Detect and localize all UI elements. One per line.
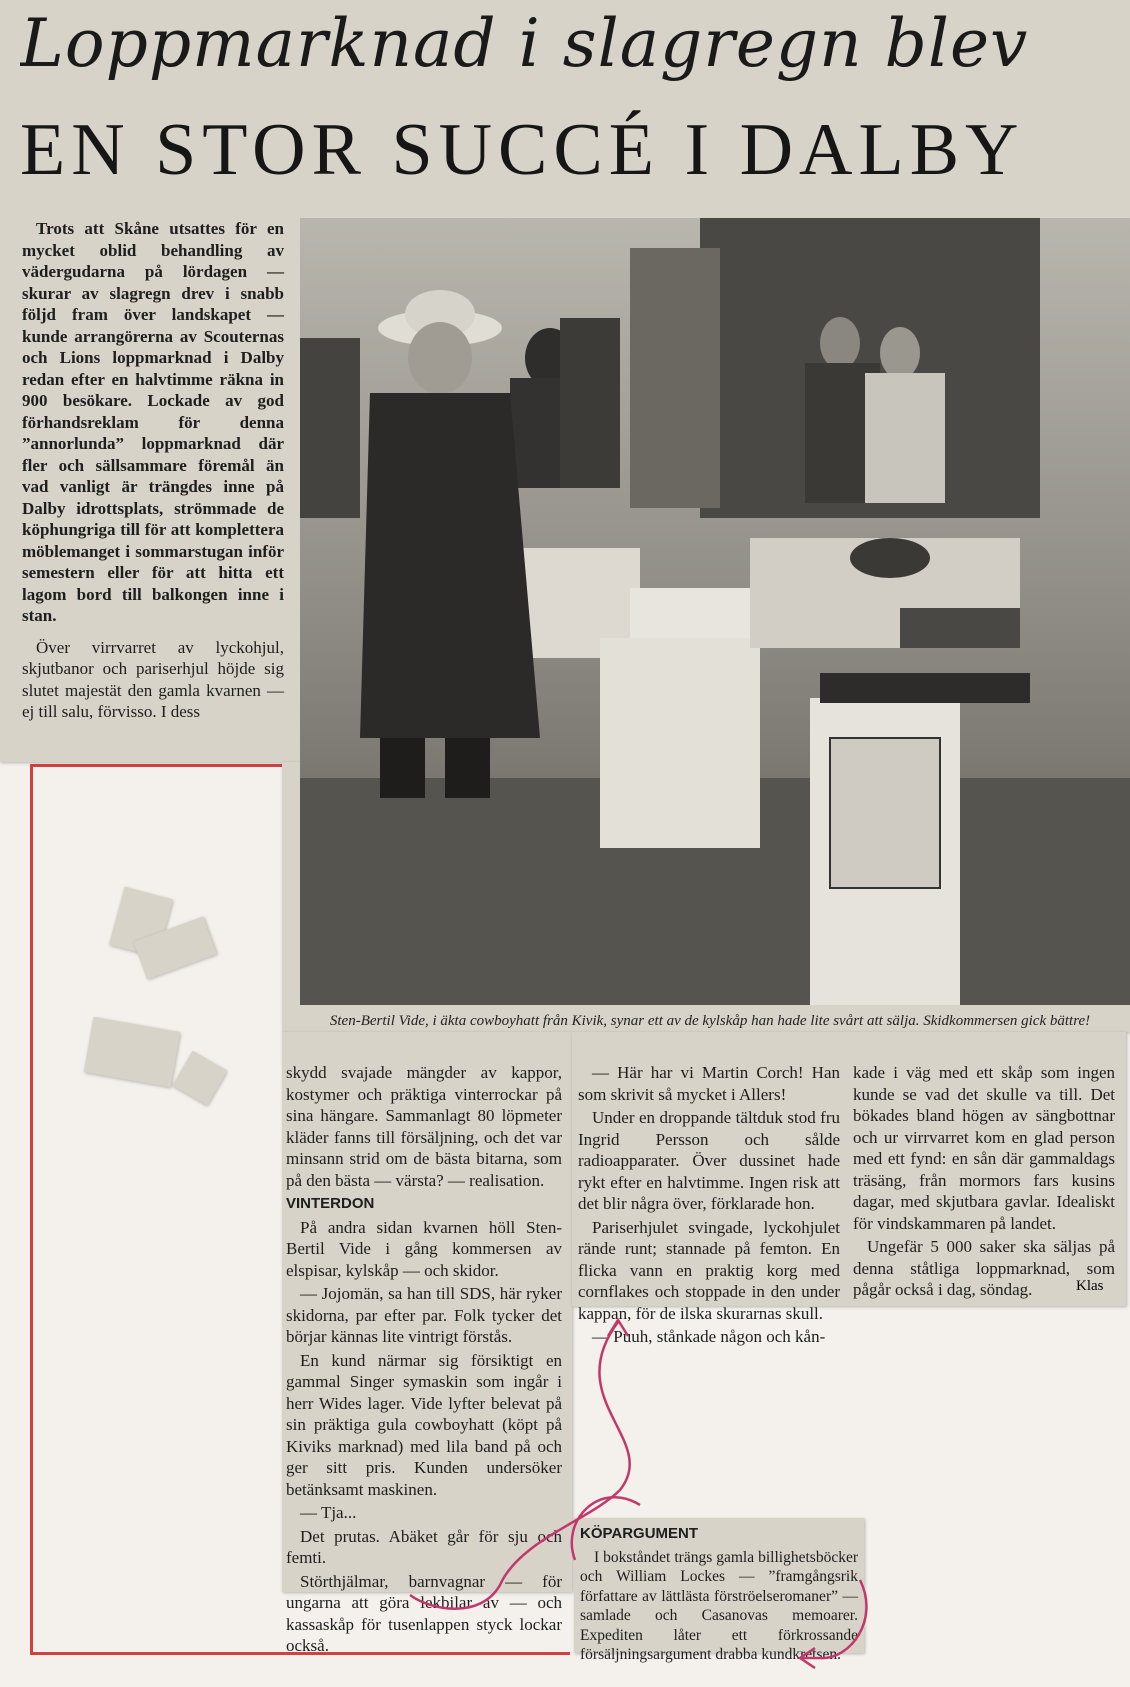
signature: Klas (1076, 1278, 1104, 1294)
intro-column (22, 218, 284, 725)
column-1-paragraph: — Tja... (300, 1503, 357, 1522)
torn-fragment-4 (173, 1051, 228, 1106)
intro-paragraph: Trots att Skåne utsattes för en mycket oblid behandling av vädergudarna på lördagen — skurar av slagregn drev i snabb följd fram över landskapet — kunde arrangörerna av Scouternas och Lions loppmarknad i Dalby redan efter en halvtimme räkna in 900 besökare. Lockade av god förhandsreklam för denna ”annorlunda” loppmarknad där fler och sällsammare föremål än vad vanligt är trängdes inne på Dalby idrottsplats, strömmade de köphungriga till för att komplettera möblemanget i sommarstugan inför semestern eller för att hitta ett lagom bord till balkongen inne i stan. (22, 219, 284, 625)
red-border-left (30, 764, 33, 1654)
box-article (580, 1522, 858, 1667)
column-2-paragraph: — Här har vi Martin Corch! Han som skrivit så mycket i Allers! (578, 1063, 840, 1104)
column-2-paragraph: Pariserhjulet svingade, lyckohjulet rände runt; stannade på femton. En flicka vann en praktig korg med cornflakes och stoppade in den under kappan, för de ilska skurarnas skull. (578, 1217, 840, 1323)
torn-fragment-3 (84, 1017, 180, 1087)
subhead-kopargument: KÖPARGUMENT (580, 1525, 699, 1542)
news-photo (300, 218, 1130, 1005)
column-2-paragraph: — Puuh, stånkade någon och kån- (592, 1327, 826, 1346)
headline-line-2: EN STOR SUCCÉ I DALBY (20, 109, 1025, 191)
photo-illustration (300, 218, 1130, 1005)
article-column-2 (578, 1062, 840, 1350)
column-1-paragraph: Störthjälmar, barnvagnar — för ungarna att göra lekbilar av — och kassaskåp för tusenlappen styck lockar också. (286, 1571, 562, 1655)
column-1-paragraph: — Jojomän, sa han till SDS, här ryker skidorna, par efter par. Folk tycker det börjar kännas lite vintrigt förstås. (286, 1284, 562, 1346)
column-1-paragraph: En kund närmar sig försiktigt en gammal Singer symaskin som ingår i herr Wides lager. Vide lyfter belevat på sin präktiga gula cowboyhatt (köpt på Kiviks marknad) med lila band på och ger sitt pris. Kunden undersöker betänksamt maskinen. (286, 1350, 562, 1499)
article-column-3 (853, 1062, 1115, 1303)
column-3-paragraph: Ungefär 5 000 saker ska säljas på denna ståtliga loppmarknad, som pågår också i dag, söndag. (853, 1237, 1115, 1299)
photo-caption: Sten-Bertil Vide, i äkta cowboyhatt från Kivik, synar ett av de kylskåp han hade lite svårt att sälja. Skidkommersen gick bättre! (329, 1013, 1091, 1029)
column-1-paragraph: På andra sidan kvarnen höll Sten-Bertil Vide i gång kommersen av elspisar, kylskåp — och skidor. (286, 1217, 562, 1280)
column-2-paragraph: Under en droppande tältduk stod fru Ingrid Persson och sålde radioapparater. Över dussinet hade rykt efter en halvtimme. Ingen risk att det blir några över, förklarade hon. (578, 1108, 840, 1213)
subhead-vinterdon: VINTERDON (286, 1195, 375, 1212)
headline-line-1: Loppmarknad i slagregn blev (20, 5, 1029, 82)
column-1-paragraph: Det prutas. Abäket går för sju och femti. (286, 1526, 562, 1567)
column-1-paragraph: skydd svajade mängder av kappor, kostymer och präktiga vinterrockar på sina hängare. Sammanlagt 80 löpmeter kläder fanns till försäljning, och det var minsann strid om de bästa bitarna, som på den bästa — värsta? — realisation. (286, 1063, 562, 1190)
box-paragraph: I bokståndet trängs gamla billighetsböcker och William Lockes — ”framgångsrik författare av lättlästa förströelseromaner” — samlade och Casanovas memoarer. Expediten låter ett förkrossande försäljningsargument drabba kundkretsen. (580, 1548, 858, 1663)
article-column-1 (286, 1062, 562, 1659)
column-3-paragraph: kade i väg med ett skåp som ingen kunde se vad det skulle va till. Det bökades bland högen av sängbottnar och ur virrvarret kom en glad person med ett fynd: en sån där gammaldags träsäng, från mormors fars kusins dagar, med skjutbara gavlar. Idealiskt för vindskammaren på landet. (853, 1063, 1115, 1233)
intro-paragraph: Över virrvarret av lyckohjul, skjutbanor och pariserhjul höjde sig slutet majestät den gamla kvarnen — ej till salu, förvisso. I dess (22, 637, 284, 721)
